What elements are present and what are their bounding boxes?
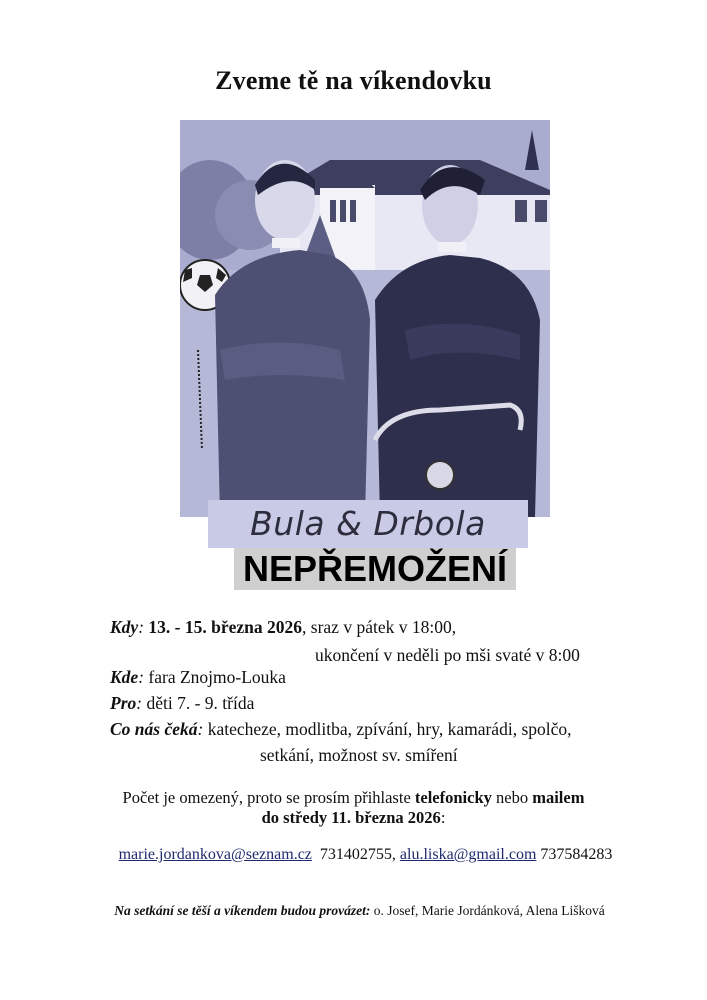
where-value: fara Znojmo-Louka [148, 667, 286, 687]
for-line: Pro: děti 7. - 9. třída [110, 693, 255, 713]
poster-title-banner: Bula & Drbola [208, 500, 528, 548]
footer-hosts [6, 903, 707, 919]
poster-subtitle: NEPŘEMOŽENÍ [234, 548, 516, 590]
contact-phone: 737584283 [540, 846, 613, 863]
registration-mail-word: mailem [532, 788, 585, 807]
when-end: ukončení v neděli po mši svaté v 8:00 [315, 645, 580, 665]
for-label: Pro [110, 693, 137, 713]
where-label: Kde [110, 667, 139, 687]
registration-phone-word: telefonicky [414, 788, 492, 807]
registration-intro: Počet je omezený, proto se prosím přihlaste [122, 788, 415, 807]
registration-text [0, 788, 707, 808]
footer-names: o. Josef, Marie Jordánková, Alena Lišková [370, 903, 605, 918]
page-title: Zveme tě na víkendovku [215, 66, 492, 95]
program-line: Co nás čeká: katecheze, modlitba, zpívání, hry, kamarádi, spolčo, [110, 719, 572, 739]
registration-middle: nebo [491, 788, 533, 807]
when-dates: 13. - 15. března 2026 [148, 617, 303, 637]
where-line: Kde: fara Znojmo-Louka [110, 667, 286, 687]
footer-label: Na setkání se těší a víkendem budou provázet: [114, 903, 371, 918]
when-line: Kdy: 13. - 15. března 2026, sraz v pátek v 18:00, [110, 617, 457, 637]
for-value: děti 7. - 9. třída [146, 693, 255, 713]
when-start: , sraz v pátek v 18:00, [302, 617, 457, 637]
registration-deadline: do středy 11. března 2026 [261, 808, 441, 827]
program-value: katecheze, modlitba, zpívání, hry, kamarádi, spolčo, [207, 719, 572, 739]
contact-email-link[interactable]: alu.liska@gmail.com [399, 846, 537, 863]
registration-deadline-line [0, 808, 707, 828]
contact-email-link[interactable]: marie.jordankova@seznam.cz [118, 846, 312, 863]
contact-phone: 731402755, [319, 846, 396, 863]
poster-illustration [180, 120, 550, 517]
program-value-cont: setkání, možnost sv. smíření [260, 745, 458, 765]
deadline-suffix: : [440, 808, 446, 827]
when-label: Kdy [110, 617, 139, 637]
illustration-image [180, 120, 550, 517]
contacts [12, 846, 707, 864]
program-label: Co nás čeká [110, 719, 198, 739]
